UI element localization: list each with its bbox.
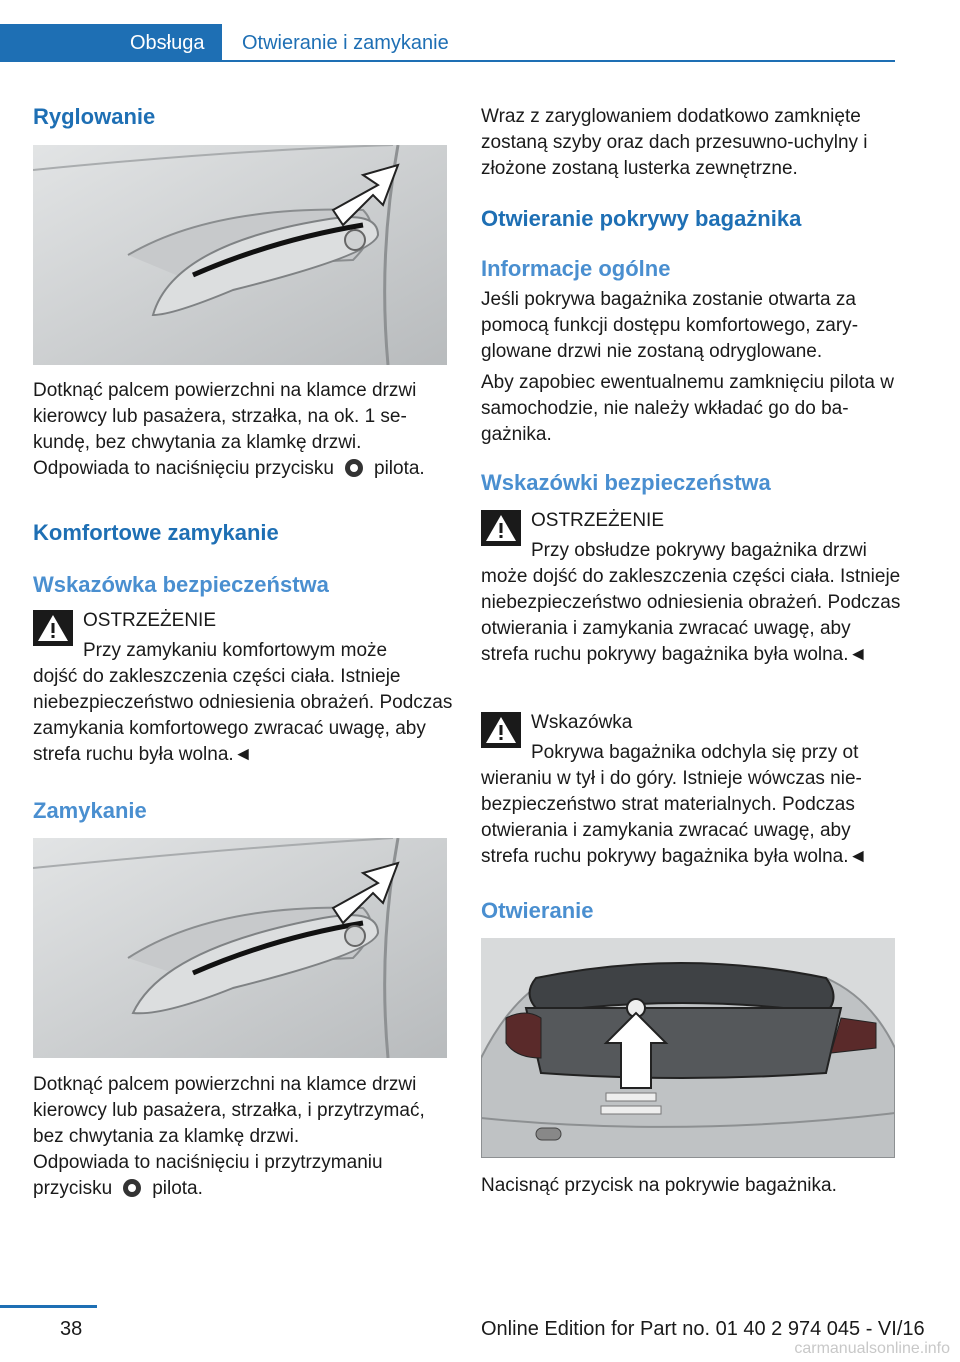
- paragraph-locking-2: [33, 456, 453, 482]
- remote-lock-button-icon: [344, 458, 364, 478]
- heading-safety-notes: Wskazówki bezpieczeństwa: [481, 470, 771, 495]
- warning-icon: [481, 510, 521, 546]
- warning-2-text-first: Pokrywa bagażnika odchyla się przy ot: [531, 742, 859, 763]
- heading-opening: Otwieranie: [481, 898, 594, 923]
- text-segment: Odpowiada to naciśnięciu i przytrzymaniu przycisku: [33, 1152, 383, 1199]
- heading-general-info: Informacje ogólne: [481, 256, 671, 281]
- heading-comfort-closing: Komfortowe zamykanie: [33, 520, 279, 545]
- warning-text-first: Przy zamykaniu komfortowym może: [83, 640, 388, 661]
- footer-rule: [0, 1305, 97, 1308]
- door-handle-image-2: [33, 838, 447, 1058]
- topic-tab[interactable]: Otwieranie i zamykanie: [222, 24, 895, 62]
- paragraph-closing-2: [33, 1150, 453, 1202]
- warning-title: OSTRZEŻENIE: [83, 610, 217, 631]
- heading-closing: Zamykanie: [33, 798, 147, 823]
- door-handle-image-1: [33, 145, 447, 365]
- paragraph-closing-1: Dotknąć palcem powierzchni na klamce drzwi kierowcy lub pasażera, strzałka, i przytrzymać, bez chwytania za klamkę drzwi.: [33, 1074, 425, 1147]
- paragraph-locking-1: Dotknąć palcem powierzchni na klamce drzwi kierowcy lub pasażera, strzałka, na ok. 1 sekundę, bez chwytania za klamkę drzwi.: [33, 380, 417, 453]
- section-tab[interactable]: Obsługa: [0, 24, 222, 62]
- warning-text-rest: dojść do zakleszczenia części ciała. Istnieje niebezpieczeństwo odniesienia obrażeń. Podczas zamykania komfortowego zwracać uwagę, aby strefa ruchu była wolna.◄: [33, 666, 453, 765]
- paragraph-general-2: Aby zapobiec ewentualnemu zamknięciu pilota w samochodzie, nie należy wkładać go do bagażnika.: [481, 372, 894, 445]
- text-segment: pilota.: [374, 458, 425, 479]
- door-handle-illustration-icon: [33, 838, 447, 1058]
- paragraph-opening: Nacisnąć przycisk na pokrywie bagażnika.: [481, 1175, 837, 1196]
- watermark: carmanualsonline.info: [794, 1340, 950, 1357]
- caution-icon: [481, 712, 521, 748]
- warning-icon: [33, 610, 73, 646]
- warning-2-title: Wskazówka: [531, 712, 633, 733]
- car-trunk-illustration-icon: [481, 938, 895, 1158]
- heading-trunk-opening: Otwieranie pokrywy bagażnika: [481, 206, 802, 231]
- page-number: 38: [60, 1318, 83, 1340]
- warning-1-title: OSTRZEŻENIE: [531, 510, 665, 531]
- warning-2-text-rest: wieraniu w tył i do góry. Istnieje wówczas niebezpieczeństwo strat materialnych. Podczas otwierania i zamykania zwracać uwagę, aby strefa ruchu pokrywy bagażnika była wolna.◄: [481, 768, 868, 867]
- paragraph-general-1: Jeśli pokrywa bagażnika zostanie otwarta za pomocą funkcji dostępu komfortowego, zaryglowane drzwi nie zostaną odryglowane.: [481, 289, 859, 362]
- text-segment: pilota.: [152, 1178, 203, 1199]
- warning-1-text-first: Przy obsłudze pokrywy bagażnika drzwi: [531, 540, 867, 561]
- heading-safety-note: Wskazówka bezpieczeństwa: [33, 572, 329, 597]
- door-handle-illustration-icon: [33, 145, 447, 365]
- trunk-image: [481, 938, 895, 1158]
- paragraph-windows: Wraz z zaryglowaniem dodatkowo zamknięte zostaną szyby oraz dach przesuwno-uchylny i złożone zostaną lusterka zewnętrzne.: [481, 106, 868, 179]
- warning-1-text-rest: może dojść do zakleszczenia części ciała. Istnieje niebezpieczeństwo odniesienia obrażeń. Podczas otwierania i zamykania zwracać uwagę, aby strefa ruchu pokrywy bagażnika była wolna.◄: [481, 566, 901, 665]
- edition-info: Online Edition for Part no. 01 40 2 974 045 - VI/16: [481, 1318, 925, 1340]
- header-tabs: [0, 24, 895, 62]
- text-segment: Odpowiada to naciśnięciu przycisku: [33, 458, 334, 479]
- heading-locking: Ryglowanie: [33, 104, 156, 129]
- remote-lock-button-icon: [122, 1178, 142, 1198]
